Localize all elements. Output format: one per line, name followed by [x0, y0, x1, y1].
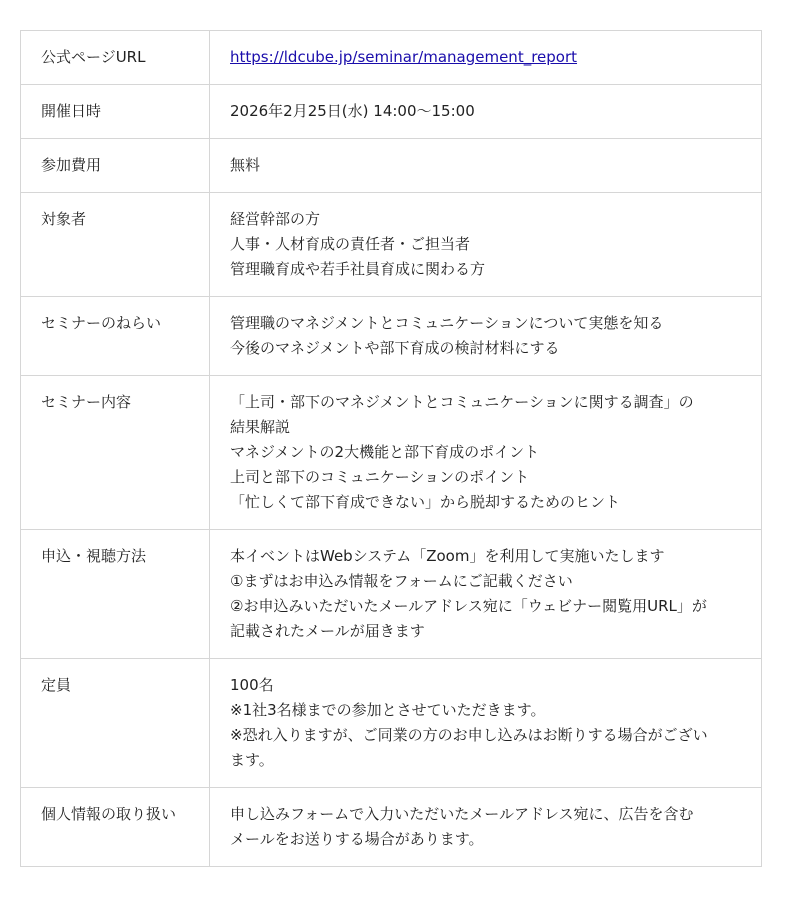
row-label-audience: 対象者	[21, 193, 210, 297]
value-line: ※恐れ入りますが、ご同業の方のお申し込みはお断りする場合がござい	[230, 726, 708, 744]
row-label-url: 公式ページURL	[21, 31, 210, 85]
value-line: 「忙しくて部下育成できない」から脱却するためのヒント	[230, 493, 621, 511]
row-value-aim	[210, 297, 762, 376]
value-line: ※1社3名様までの参加とさせていただきます。	[230, 701, 546, 719]
table-row	[21, 85, 762, 139]
row-label-aim: セミナーのねらい	[21, 297, 210, 376]
row-value-privacy	[210, 788, 762, 867]
value-line: 100名	[230, 676, 274, 694]
value-line: 申し込みフォームで入力いただいたメールアドレス宛に、広告を含む	[230, 805, 694, 823]
row-label-fee: 参加費用	[21, 139, 210, 193]
row-label-datetime: 開催日時	[21, 85, 210, 139]
value-line: 「上司・部下のマネジメントとコミュニケーションに関する調査」の	[230, 393, 694, 411]
value-line: 無料	[230, 156, 261, 174]
value-line: マネジメントの2大機能と部下育成のポイント	[230, 443, 540, 461]
value-line: 2026年2月25日(水) 14:00〜15:00	[230, 102, 475, 120]
row-label-content: セミナー内容	[21, 376, 210, 530]
official-page-link[interactable]: https://ldcube.jp/seminar/management_report	[230, 48, 578, 66]
row-value-content	[210, 376, 762, 530]
value-line: ②お申込みいただいたメールアドレス宛に「ウェビナー閲覧用URL」が	[230, 597, 707, 615]
table-row	[21, 193, 762, 297]
value-line: 経営幹部の方	[230, 210, 321, 228]
seminar-info-table	[20, 30, 762, 867]
value-line: 本イベントはWebシステム「Zoom」を利用して実施いたします	[230, 547, 665, 565]
table-row	[21, 530, 762, 659]
value-line: ①まずはお申込み情報をフォームにご記載ください	[230, 572, 573, 590]
row-value-url	[210, 31, 762, 85]
value-line: 管理職育成や若手社員育成に関わる方	[230, 260, 486, 278]
table-row	[21, 297, 762, 376]
value-line: 記載されたメールが届きます	[230, 622, 425, 640]
row-value-fee	[210, 139, 762, 193]
value-line: ます。	[230, 751, 274, 769]
table-row	[21, 139, 762, 193]
row-value-datetime	[210, 85, 762, 139]
row-label-apply: 申込・視聴方法	[21, 530, 210, 659]
table-row	[21, 788, 762, 867]
row-value-audience	[210, 193, 762, 297]
value-line: 今後のマネジメントや部下育成の検討材料にする	[230, 339, 560, 357]
value-line: 人事・人材育成の責任者・ご担当者	[230, 235, 471, 253]
table-row	[21, 31, 762, 85]
table-row	[21, 659, 762, 788]
row-label-privacy: 個人情報の取り扱い	[21, 788, 210, 867]
table-row	[21, 376, 762, 530]
row-value-capacity	[210, 659, 762, 788]
value-line: メールをお送りする場合があります。	[230, 830, 484, 848]
value-line: 結果解説	[230, 418, 291, 436]
row-value-apply	[210, 530, 762, 659]
value-line: 上司と部下のコミュニケーションのポイント	[230, 468, 530, 486]
row-label-capacity: 定員	[21, 659, 210, 788]
value-line: 管理職のマネジメントとコミュニケーションについて実態を知る	[230, 314, 664, 332]
